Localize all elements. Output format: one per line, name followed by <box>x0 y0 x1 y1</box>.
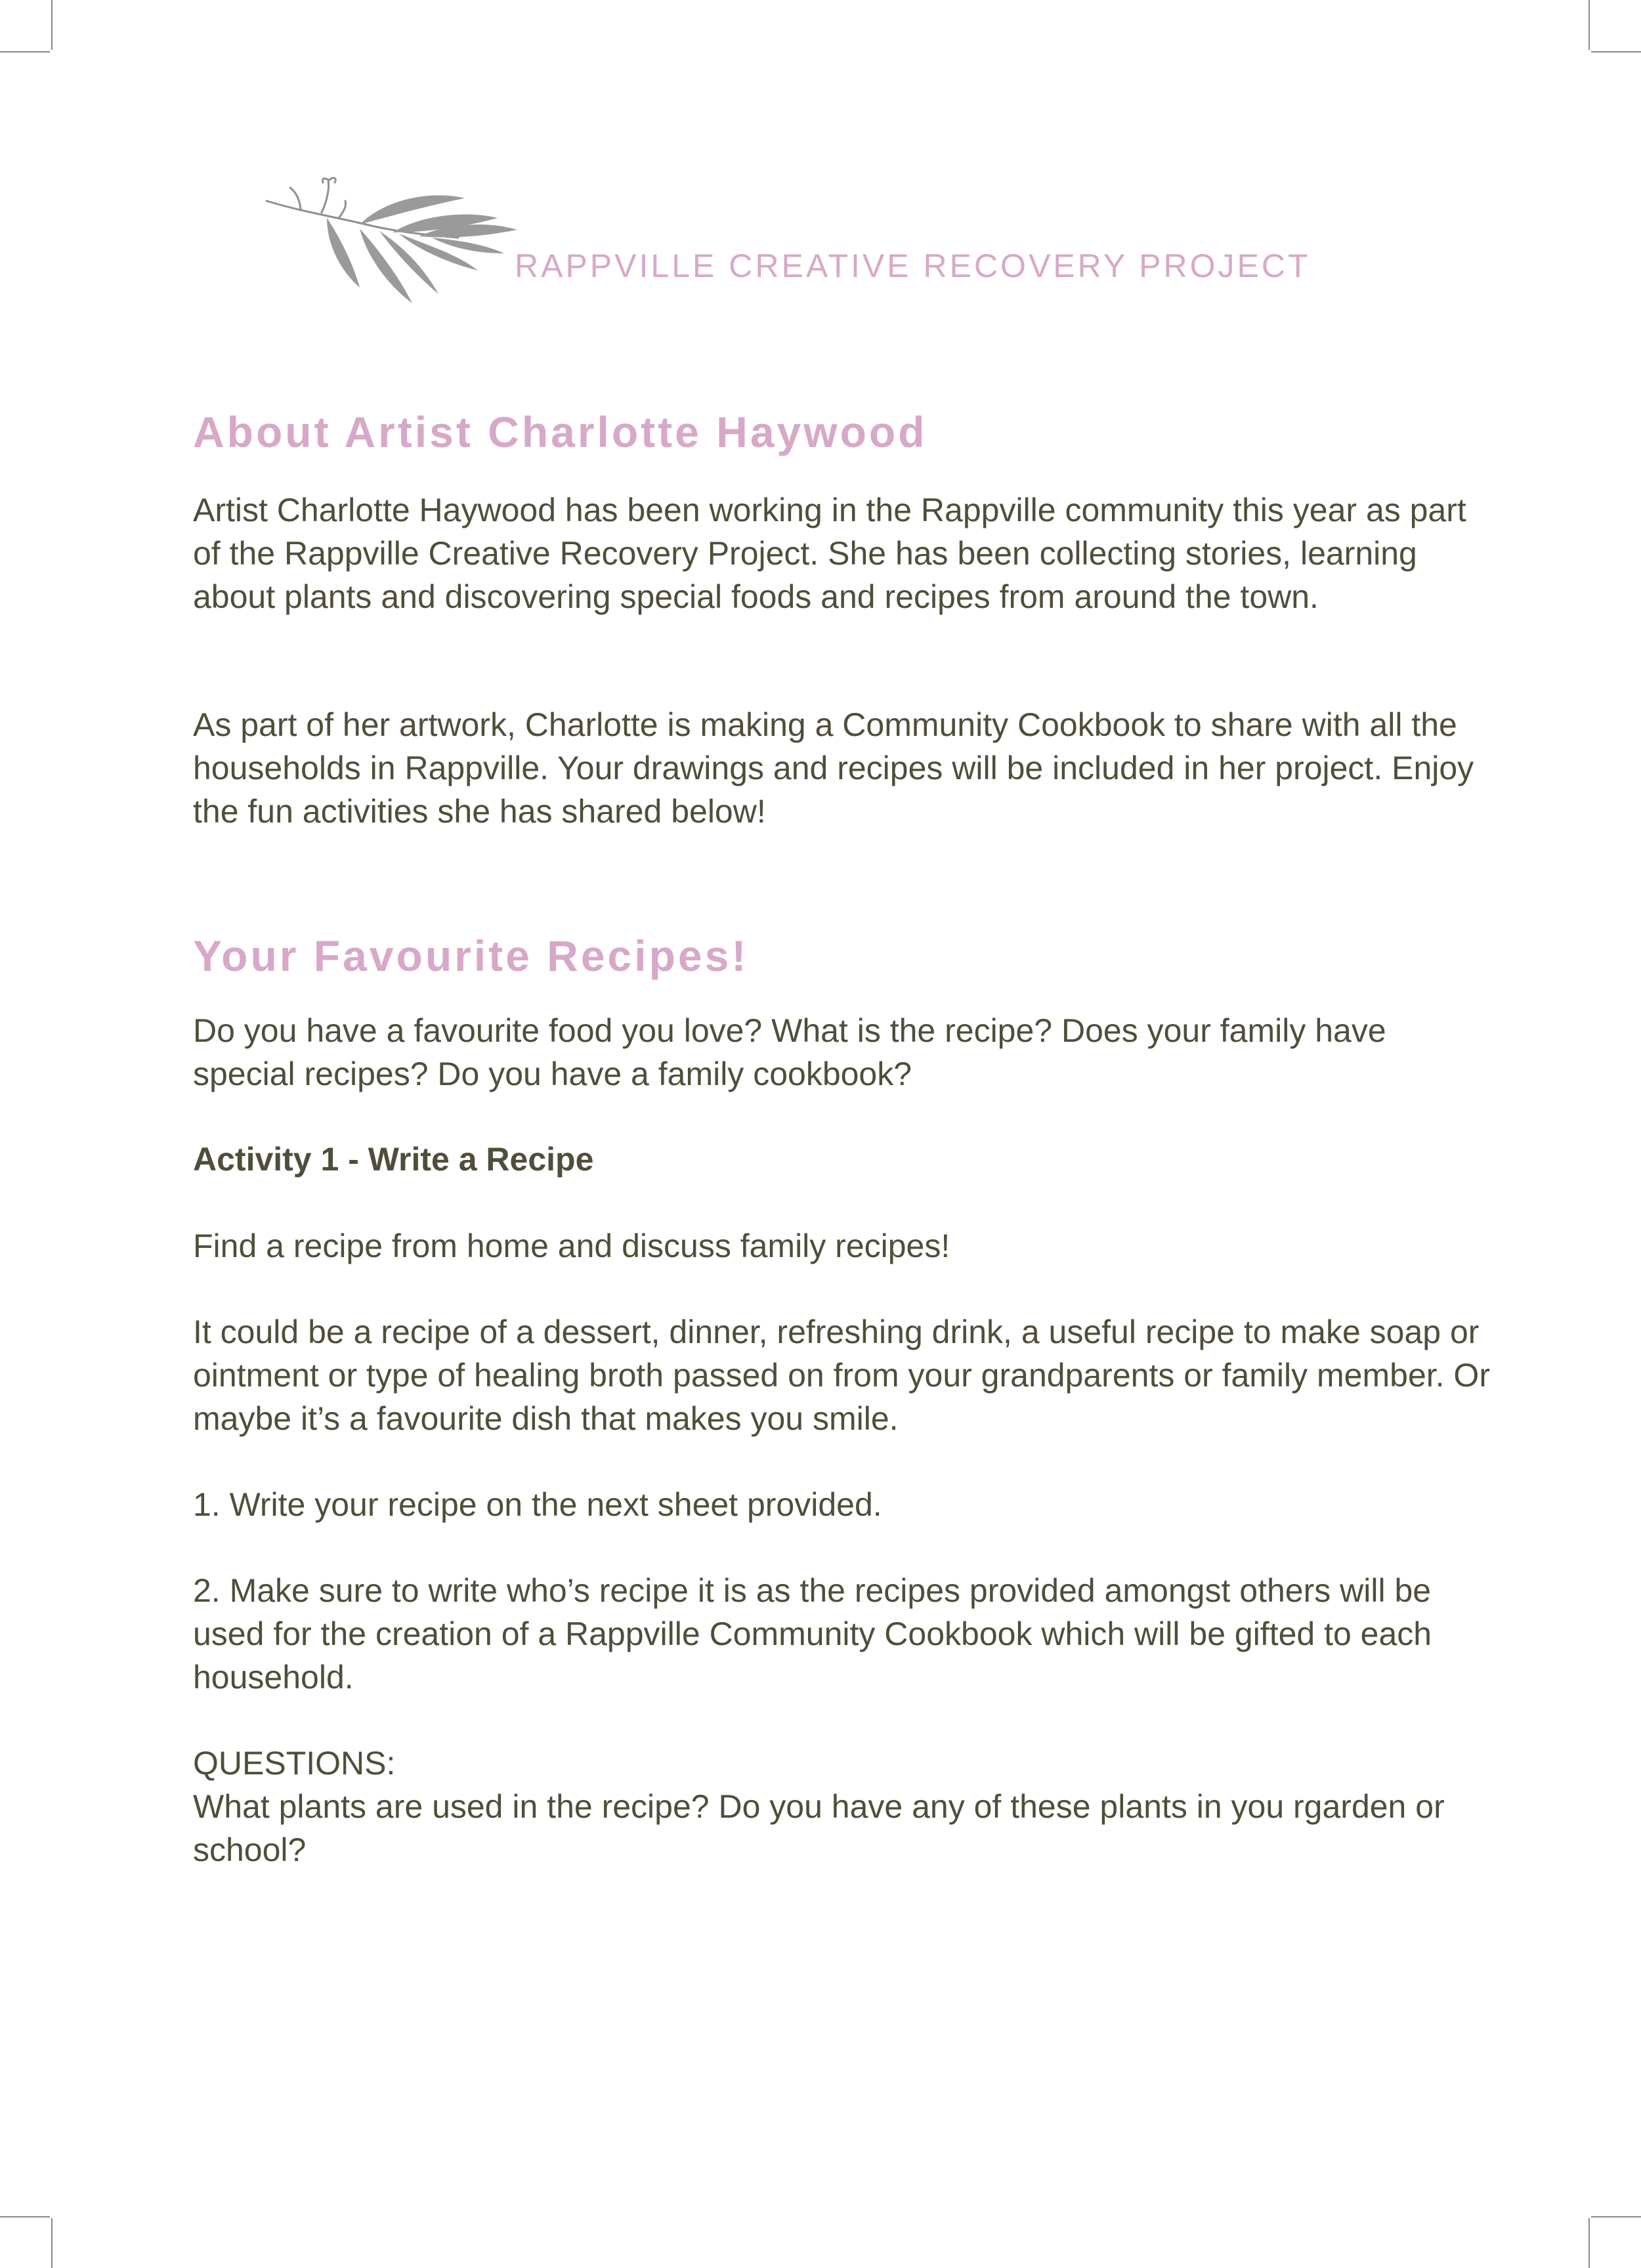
activity-detail-block <box>193 1310 1493 1440</box>
crop-mark-top-right <box>1588 0 1590 50</box>
project-title: RAPPVILLE CREATIVE RECOVERY PROJECT <box>515 247 1311 284</box>
crop-mark-top-left <box>51 0 53 50</box>
crop-mark-bottom-right <box>1588 2218 1590 2268</box>
eucalyptus-branch-icon <box>261 172 550 316</box>
activity-intro-block <box>193 1224 1493 1268</box>
crop-mark-top-left <box>0 51 50 53</box>
questions-text: What plants are used in the recipe? Do you have any of these plants in you rgarden or school? <box>193 1788 1445 1868</box>
step-1: 1. Write your recipe on the next sheet provided. <box>193 1486 882 1523</box>
questions-block <box>193 1742 1493 1872</box>
activity-detail: It could be a recipe of a dessert, dinner, refreshing drink, a useful recipe to make soap or ointment or type of healing broth passed on from your grandparents or family member. Or maybe it’s a favourite dish that makes you smile. <box>193 1314 1490 1437</box>
step-2: 2. Make sure to write who’s recipe it is as the recipes provided amongst others will be used for the creation of a Rappville Community Cookbook which will be gifted to each household. <box>193 1572 1432 1696</box>
step-2-block <box>193 1569 1493 1699</box>
activity-title: Activity 1 - Write a Recipe <box>193 1141 594 1178</box>
recipes-intro: Do you have a favourite food you love? What is the recipe? Does your family have special recipes? Do you have a family cookbook? <box>193 1012 1386 1092</box>
crop-mark-bottom-right <box>1591 2216 1641 2217</box>
about-paragraph-1: Artist Charlotte Haywood has been working in the Rappville community this year as part of the Rappville Creative Recovery Project. She has been collecting stories, learning about plants and discovering special foods and recipes from around the town. <box>193 492 1466 615</box>
about-paragraph-2-block <box>193 703 1493 833</box>
step-1-block <box>193 1483 1493 1526</box>
questions-label: QUESTIONS: <box>193 1745 396 1782</box>
about-paragraph-2: As part of her artwork, Charlotte is making a Community Cookbook to share with all the households in Rappville. Your drawings and recipes will be included in her project. Enjoy the fun activities she has shared below! <box>193 706 1474 830</box>
crop-mark-top-right <box>1591 51 1641 53</box>
about-paragraph-1-block <box>193 488 1493 618</box>
crop-mark-bottom-left <box>51 2218 53 2268</box>
recipes-intro-block <box>193 1009 1493 1096</box>
recipes-heading: Your Favourite Recipes! <box>193 931 749 980</box>
activity-title-block <box>193 1138 1493 1181</box>
crop-mark-bottom-left <box>0 2216 50 2217</box>
about-heading: About Artist Charlotte Haywood <box>193 408 927 456</box>
about-section <box>193 407 1493 457</box>
recipes-section <box>193 931 1493 981</box>
activity-intro: Find a recipe from home and discuss family recipes! <box>193 1228 950 1264</box>
